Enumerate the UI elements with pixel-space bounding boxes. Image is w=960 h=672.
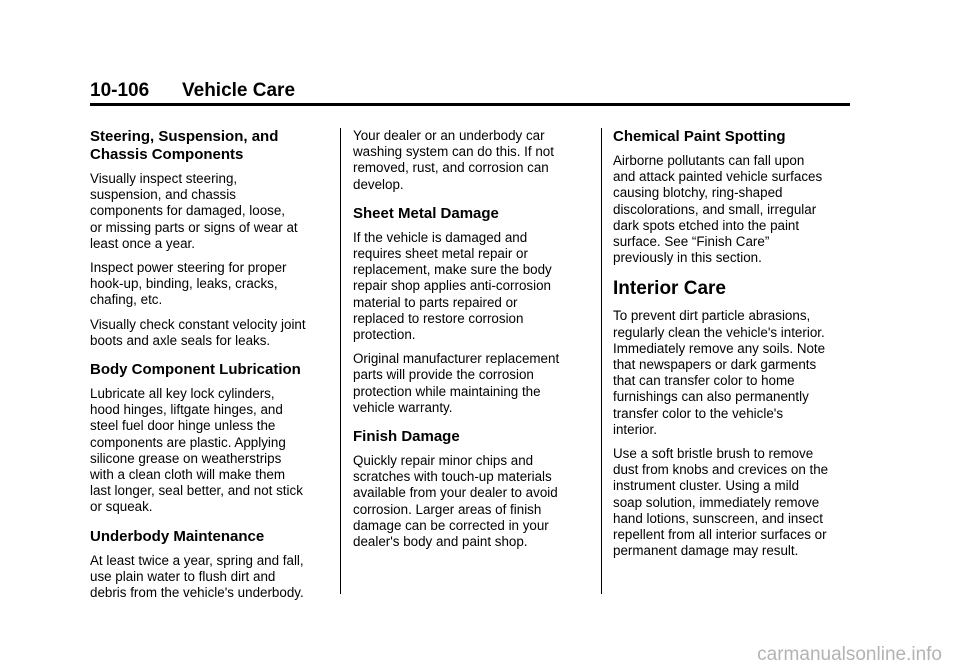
heading-interior-care: Interior Care: [613, 278, 726, 300]
paragraph: Visually inspect steering, suspension, and chassis components for damaged, loose, or missing parts or signs of wear at least once a year.: [90, 171, 298, 251]
heading-underbody-maintenance: Underbody Maintenance: [90, 527, 265, 545]
heading-finish-damage: Finish Damage: [353, 428, 460, 446]
paragraph: Airborne pollutants can fall upon and attack painted vehicle surfaces causing blotchy, ring-shaped discolorations, and small, irregular dark spots etched into the paint surface. See “Finish Care” previously in this section.: [613, 153, 823, 266]
paragraph: Original manufacturer replacement parts will provide the corrosion protection while maintaining the vehicle warranty.: [353, 351, 560, 415]
heading-body-lubrication: Body Component Lubrication: [90, 361, 301, 379]
paragraph: At least twice a year, spring and fall, use plain water to flush dirt and debris from the vehicle's underbody.: [90, 552, 304, 601]
paragraph: To prevent dirt particle abrasions, regularly clean the vehicle's interior. Immediately remove any soils. Note that newspapers or dark garments that can transfer color to home furnishings can also permanently transfer color to the vehicle's interior.: [613, 308, 826, 437]
header-rule: [90, 103, 850, 106]
paragraph: Quickly repair minor chips and scratches with touch-up materials available from your dealer to avoid corrosion. Larger areas of finish damage can be corrected in your dealer's body and paint shop.: [353, 453, 558, 550]
column-divider: [601, 128, 602, 594]
column-right: [613, 128, 851, 567]
section-title: Vehicle Care: [182, 80, 296, 101]
page-number: 10-106: [90, 80, 150, 101]
heading-sheet-metal-damage: Sheet Metal Damage: [353, 204, 499, 222]
paragraph: Inspect power steering for proper hook-up, binding, leaks, cracks, chafing, etc.: [90, 260, 287, 308]
column-divider: [340, 128, 341, 594]
paragraph: Use a soft bristle brush to remove dust from knobs and crevices on the instrument cluster. Using a mild soap solution, immediately remove hand lotions, sunscreen, and insect repellent from all interior surfaces or permanent damage may result.: [613, 446, 829, 559]
heading-chemical-paint-spotting: Chemical Paint Spotting: [613, 128, 786, 145]
paragraph: Visually check constant velocity joint boots and axle seals for leaks.: [90, 316, 306, 348]
column-middle: [353, 128, 591, 558]
heading-steering-suspension: Steering, Suspension, and Chassis Components: [90, 128, 279, 163]
watermark: carmanualsonline.info: [757, 644, 942, 665]
column-left: [90, 128, 336, 609]
paragraph: If the vehicle is damaged and requires sheet metal repair or replacement, make sure the body repair shop applies anti-corrosion material to parts repaired or replaced to restore corrosion protection.: [353, 229, 552, 343]
paragraph: Your dealer or an underbody car washing system can do this. If not removed, rust, and corrosion can develop.: [353, 128, 554, 192]
paragraph: Lubricate all key lock cylinders, hood hinges, liftgate hinges, and steel fuel door hinge unless the components are plastic. Applying silicone grease on weatherstrips with a clean cloth will make them last longer, seal better, and not stick or squeak.: [90, 386, 303, 515]
